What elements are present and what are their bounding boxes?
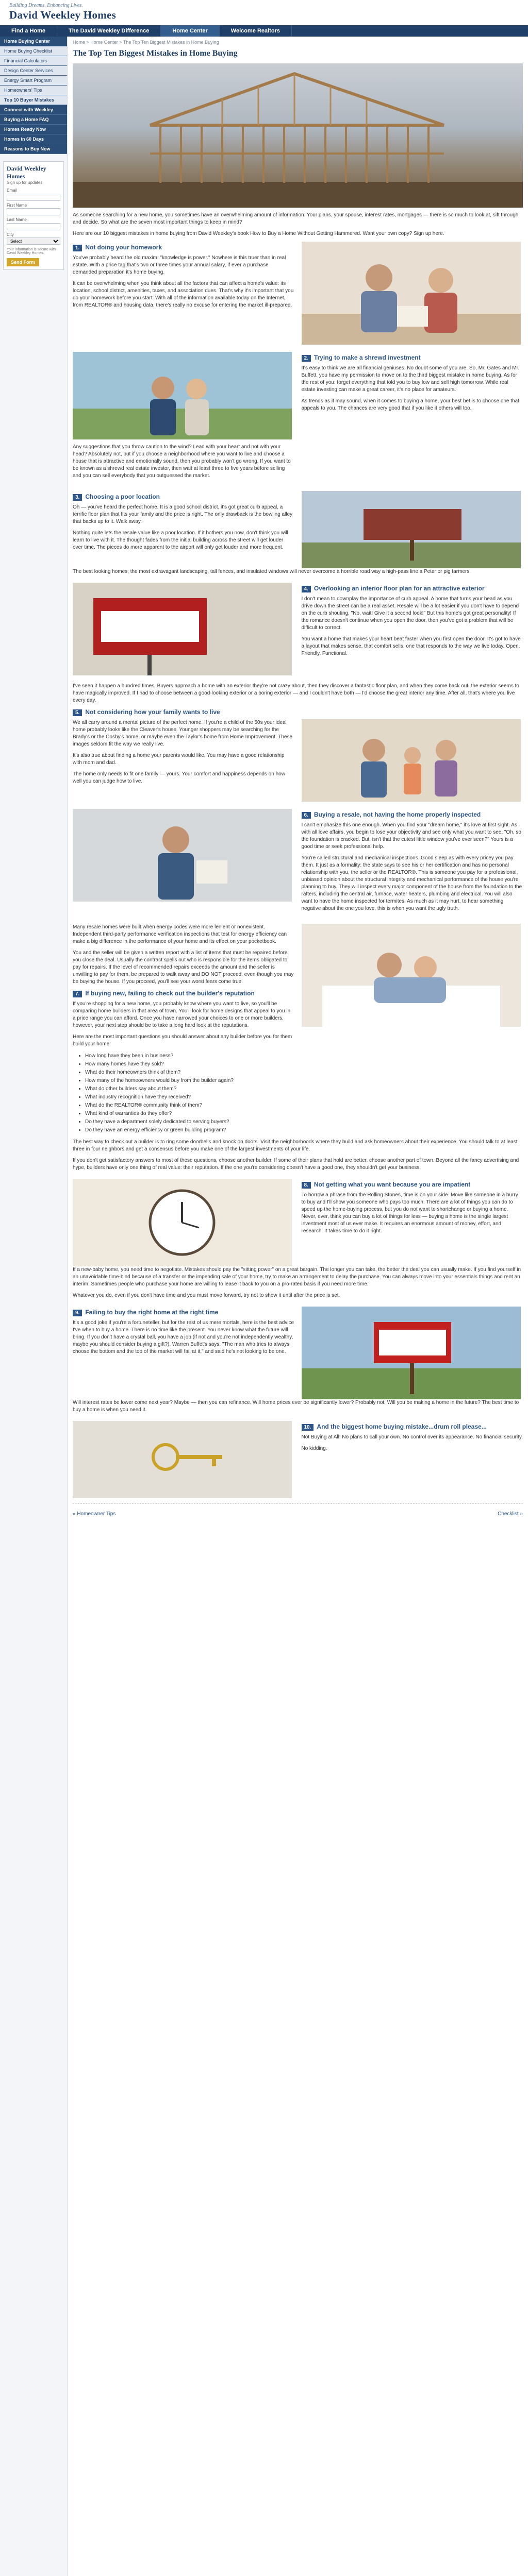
section-8	[73, 1179, 523, 1266]
section-paragraph: It's easy to think we are all financial geniuses. No doubt some of you are. So, Mr. Gates and Mr. Buffett, you have my permission to move on to the third biggest mistake in home buying. As for the rest of you: forget everything that told you to buy low and sell high tomorrow. While real estate investing can make a great career, it's no place for amateurs.	[301, 365, 520, 393]
section-paragraph: No kidding.	[301, 1446, 327, 1451]
last-name-field[interactable]	[7, 223, 60, 230]
section-heading: 9. Failing to buy the right home at the right time	[73, 1309, 294, 1316]
section-9	[73, 1307, 523, 1399]
email-field[interactable]	[7, 194, 60, 201]
sidebar-item[interactable]: Homes Ready Now	[0, 125, 67, 134]
pagination-links	[73, 1503, 523, 1524]
section-paragraph: Oh — you've heard the perfect home. It is a good school district, it's got great curb appeal, a terrific floor plan that fits your family and the price is right. The only drawback is the bowling alley that backs up to it. Walk away.	[73, 504, 293, 524]
section-5	[73, 683, 523, 802]
sidebar-item[interactable]: Buying a Home FAQ	[0, 115, 67, 125]
section-paragraph: To borrow a phrase from the Rolling Stones, time is on your side. Move like someone in a hurry to buy and I'll show you someone who pays too much. There are a lot of things you can do to speed up the home-buying process, but you do not want to shortchange or buying a home. Never, ever, think you can buy a lot of things for less — buying a home is the single largest investment most of us ever make. It requires an enormous amount of money, effort, and research. It takes time to do it right.	[301, 1192, 518, 1234]
list-item: • Do they have an energy efficiency or green building program?	[85, 1126, 523, 1134]
section-number: 3.	[73, 494, 82, 501]
section-3	[73, 491, 523, 568]
previous-link[interactable]: « Homeowner Tips	[73, 1511, 116, 1517]
section-1	[73, 242, 523, 345]
section-heading: 2. Trying to make a shrewd investment	[302, 354, 523, 362]
sidebar-item-active[interactable]: Top 10 Buyer Mistakes	[0, 95, 67, 105]
sidebar-item[interactable]: Reasons to Buy Now	[0, 144, 67, 154]
list-item: • What do the REALTOR® community think of them?	[85, 1101, 523, 1110]
section-paragraph: We all carry around a mental picture of the perfect home. If you're a child of the 50s your ideal home probably looks like the Cleaver's house. Younger shoppers may be searching for the Brady's or the Cosby's home, or maybe even the Taylor's home from Home Improvement. These images seldom fit the way we really live.	[73, 720, 293, 747]
section-paragraph: The best way to check out a builder is to ring some doorbells and knock on doors. Visit the neighborhoods where they build and ask homeowners about their experience. You should talk to at least three in four neighbors and get a consensus before you make one of the largest investments of your life.	[73, 1139, 518, 1152]
sidebar-item[interactable]: Design Center Services	[0, 66, 67, 76]
section-paragraph: You want a home that makes your heart beat faster when you first open the door. It's got to have a layout that makes sense, that comfort sells, one that responds to the way we live today. Open. Friendly. Functional.	[301, 636, 521, 656]
open-house-sign-photo	[73, 583, 294, 675]
section-number: 8.	[302, 1182, 311, 1189]
sidebar-item[interactable]: Connect with Weekley	[0, 105, 67, 115]
breadcrumb: Home > Home Center > The Top Ten Biggest Mistakes in Home Buying	[73, 40, 219, 45]
main-nav	[0, 25, 528, 37]
list-item: • How long have they been in business?	[85, 1052, 523, 1060]
sidebar-menu	[0, 37, 67, 154]
logo[interactable]	[9, 3, 116, 22]
section-number: 6.	[302, 812, 311, 819]
list-item: • What do their homeowners think of them?	[85, 1069, 523, 1077]
sidebar-item[interactable]: Homes in 60 Days	[0, 134, 67, 144]
list-item: • What industry recognition have they received?	[85, 1093, 523, 1101]
page-title: The Top Ten Biggest Mistakes in Home Buying	[73, 49, 238, 58]
section-paragraph: Here are the most important questions you should answer about any builder before you for them build your home:	[73, 1034, 292, 1047]
section-10	[73, 1421, 523, 1498]
section-paragraph: Will interest rates be lower come next year? Maybe — then you can refinance. Will home prices ever be significantly lower? Probably not. Will you be making a home in the future? The best time to buy a home is when you need it.	[73, 1400, 519, 1413]
section-paragraph: It can be overwhelming when you think about all the factors that can affect a home's value: its location, school district, amenities, taxes, and association dues. That's why it's important that you do your homework before you start. With all of the information available today on the Internet, from REALTOR® and housing data, there's really no excuse for entering the market ill-prepared.	[73, 281, 294, 308]
section-paragraph: As trends as it may sound, when it comes to buying a home, your best bet is to choose one that appeals to you. The chances are very good that if you like it others will too.	[301, 398, 519, 411]
section-paragraph: Any suggestions that you throw caution to the wind? Lead with your heart and not with your head? Absolutely not, but if you choose a neighborhood where you want to live and choose a house that is attractive and emotionally sound, then you probably won't go wrong. If you want to be known as a shrewd real estate investor, then wait at least three to five years before selling and you can sell everybody that you outguessed the market.	[73, 444, 291, 479]
list-item: • What do other builders say about them?	[85, 1085, 523, 1093]
section-number: 1.	[73, 245, 82, 251]
couple-outdoor-photo	[73, 352, 294, 439]
nav-difference[interactable]: The David Weekley Difference	[57, 25, 161, 37]
section-number: 10.	[302, 1424, 314, 1431]
privacy-note: Your information is secure with David Weekley Homes.	[7, 248, 56, 255]
email-label: Email	[7, 188, 18, 193]
signup-box	[3, 161, 64, 270]
section-paragraph: The best looking homes, the most extravagant landscaping, tall fences, and insulated windows will never overcome a horrible road way a high-pass line a Peter or pig farmers.	[73, 569, 471, 574]
house-frame-illustration	[73, 63, 523, 208]
last-name-label: Last Name	[7, 217, 27, 222]
site-header	[0, 0, 528, 25]
list-item: • What kind of warranties do they offer?	[85, 1110, 523, 1118]
logo-brand: David Weekley Homes	[9, 9, 117, 21]
section-paragraph: Whatever you do, even if you don't have time and you must move forward, try not to show it until after the price is set.	[73, 1293, 340, 1298]
keys-photo	[73, 1421, 294, 1498]
sidebar-item[interactable]: Home Buying Checklist	[0, 46, 67, 56]
section-number: 4.	[302, 586, 311, 592]
section-paragraph: It's a good joke if you're a fortuneteller, but for the rest of us mere mortals, here is the best advice I've when to buy a home. There is no time like the present. You never know what the future will bring. If you don't have a crystal ball, you have a job (if not and you're not independently wealthy, maybe you should consider buying a gift?), Warren Buffet's says, "The man who tries to always choose the bottom and the top of the market will fail at it," and said he's not looking to be one.	[73, 1320, 294, 1354]
section-heading: 10. And the biggest home buying mistake...drum roll please...	[302, 1423, 523, 1431]
section-heading: 5. Not considering how your family wants to live	[73, 708, 523, 716]
signup-subtitle: Sign up for updates	[7, 180, 43, 185]
city-select[interactable]	[7, 238, 60, 245]
sign-photo	[302, 491, 523, 568]
nav-home-center[interactable]: Home Center	[161, 25, 219, 37]
sidebar-item[interactable]: Home Buying Center	[0, 37, 67, 46]
section-heading: 6. Buying a resale, not having the home properly inspected	[302, 811, 523, 819]
section-paragraph: You've probably heard the old maxim: "knowledge is power." Nowhere is this truer than in real estate. With a price tag that's two or three times your annual salary, if ever a purchase demanded preparation it's home buying.	[73, 255, 286, 275]
for-sale-sign-photo	[302, 1307, 523, 1399]
section-heading: 8. Not getting what you want because you are impatient	[302, 1181, 523, 1189]
section-paragraph: Many resale homes were built when energy codes were more lenient or nonexistent. Independent third-party performance verification inspections that test for energy efficiency can make a big difference in the performance of your home and its effect on your pocketbook.	[73, 924, 287, 944]
section-7	[73, 924, 523, 1052]
logo-tagline: Building Dreams. Enhancing Lives.	[9, 3, 83, 8]
section-number: 7.	[73, 991, 82, 997]
section-paragraph: It's also true about finding a home your parents would like. You may have a good relationship with mom and dad.	[73, 753, 285, 766]
family-photo	[302, 719, 523, 802]
section-heading: 7. If buying new, failing to check out the builder's reputation	[73, 990, 294, 997]
section-paragraph: You're called structural and mechanical inspections. Good sleep as with every pricey you pay them. It just as a formality: the state says to see his or her certification and has no personal relationship with you, the seller or the REALTOR®. This is someone you pay for a professional, unbiased opinion about the structural integrity and mechanical performance of the house you're planning to buy. They will inspect every major component of the house from the foundation to the rafters, including the central air, furnace, water heaters, plumbing and electrical. You will also want to have the home inspected for termites. As much as it may hurt, to hear something negative about the one you love, this is when you want the ugly truth.	[301, 855, 522, 911]
nav-welcome-realtors[interactable]: Welcome Realtors	[220, 25, 292, 37]
city-label: City	[7, 232, 14, 237]
clock-photo	[73, 1179, 294, 1266]
section-4	[73, 583, 523, 675]
couple-on-bed-photo	[302, 924, 523, 1027]
list-item: • How many of the homeowners would buy from the builder again?	[85, 1077, 523, 1085]
section-6	[73, 809, 523, 917]
nav-find-a-home[interactable]: Find a Home	[0, 25, 57, 37]
intro-paragraph: Here are our 10 biggest mistakes in home buying from David Weekley's book How to Buy a Home Without Getting Hammered. Want your own copy? Sign up here.	[73, 231, 444, 236]
sidebar-item[interactable]: Financial Calculators	[0, 56, 67, 66]
next-link[interactable]: Checklist »	[498, 1511, 523, 1517]
main-content	[68, 37, 528, 2576]
section-paragraph: If you don't get satisfactory answers to most of these questions, choose another builder. If some of their plans that hold are better, choose another part of town. Beyond all the fancy advertising and hype, builders have only one thing of real value: their reputation. If the one you're considering doesn't have a good one, they shouldn't get your business.	[73, 1158, 519, 1171]
section-paragraph: If a new-baby home, you need time to negotiate. Mistakes should pay the "sitting power" on a great bargain. The longer you can take, the better the deal you can usually make. If you find yourself in an unavoidable time-bind because of a transfer or the impending sale of your home, try to make an arrangement to delay the purchase. You can always move into your essentials things and rent an interim. Sometimes people who purchase your home are willing to lease it back to you on a pro-rated basis if you need more time.	[73, 1267, 521, 1287]
section-paragraph: Not Buying at All! No plans to call your own. No control over its appearance. No financial security.	[301, 1434, 523, 1440]
section-paragraph: You and the seller will be given a written report with a list of items that must be repaired before you close the deal. Usually the contract spells out who is responsible for the items obligated to pay for repairs. If the level of recommended repairs exceeds the amount and the seller is unwilling to pay for them, be prepared to walk away and DO NOT proceed, even though you may be buying the house. If you proceed, you'll see your worst fears come true.	[73, 950, 294, 985]
send-form-button[interactable]: Send Form	[7, 258, 39, 266]
inspector-photo	[73, 809, 294, 902]
section-paragraph: I can't emphasize this one enough. When you find your "dream home," it's love at first sight. As with all love affairs, you begin to lose your objectivity and see only what you want to see. "Oh, so the foundation is cracked. But, isn't that the cutest little window you've ever seen?" Yours is a good time or seek professional help.	[301, 822, 521, 850]
section-paragraph: I don't mean to downplay the importance of curb appeal. A home that turns your head as you drive down the street can be a real asset. Resale will be a lot easier if you don't have to depend on the curb shouting, "No, wait! Give it a second look!" But this home's got great personality! If the romance doesn't continue when you open the door, then you've got a problem that will be difficult to correct.	[301, 596, 519, 631]
signup-title: David Weekley Homes	[7, 165, 46, 180]
section-paragraph: I've seen it happen a hundred times. Buyers approach a home with an exterior they're not crazy about, then they discover a fantastic floor plan, and when they come back out, the exterior seems to have magically improved. If I had to choose between a good-looking exterior or a boring exterior — and I couldn't have both — I'd choose the great interior any time. After all, that's where you live every day.	[73, 683, 519, 703]
section-2	[73, 352, 523, 484]
section-paragraph: If you're shopping for a new home, you probably know where you want to live, so you'll be comparing home builders in that area of town. You'll look for home designs that appeal to you in a price range you can afford. Once you have narrowed your choices to one or more builders, however, your next step should be to take a long hard look at the reputations.	[73, 1001, 291, 1028]
list-item: • How many homes have they sold?	[85, 1060, 523, 1069]
section-heading: 1. Not doing your homework	[73, 244, 294, 251]
section-number: 2.	[302, 355, 311, 362]
list-item: • Do they have a department solely dedicated to serving buyers?	[85, 1118, 523, 1126]
section-heading: 4. Overlooking an inferior floor plan for an attractive exterior	[302, 585, 523, 592]
builder-questions-list	[85, 1052, 523, 1134]
section-number: 5.	[73, 709, 82, 716]
section-paragraph: Nothing quite lets the resale value like a poor location. If it bothers you now, don't think you will learn to live with it. The thought fades from the initial building across the street will get louder over time. The pieces do more apparent to the airport will only get louder and more frequent.	[73, 530, 288, 550]
section-heading: 3. Choosing a poor location	[73, 493, 294, 501]
first-name-label: First Name	[7, 202, 27, 208]
couple-reading-photo	[302, 242, 523, 345]
intro-paragraph: As someone searching for a new home, you sometimes have an overwhelming amount of information. Your plans, your spouse, interest rates, mortgages — there is so much to look at, sift through and decide. So what are the seven most important things to keep in mind?	[73, 212, 519, 225]
sidebar-item[interactable]: Homeowners' Tips	[0, 86, 67, 95]
sidebar-item[interactable]: Energy Smart Program	[0, 76, 67, 86]
sidebar	[0, 37, 68, 2576]
section-number: 9.	[73, 1310, 82, 1316]
first-name-field[interactable]	[7, 208, 60, 215]
section-paragraph: The home only needs to fit one family — yours. Your comfort and happiness depends on how well you can judge how to live.	[73, 771, 285, 784]
hero-framing-photo	[73, 63, 523, 208]
